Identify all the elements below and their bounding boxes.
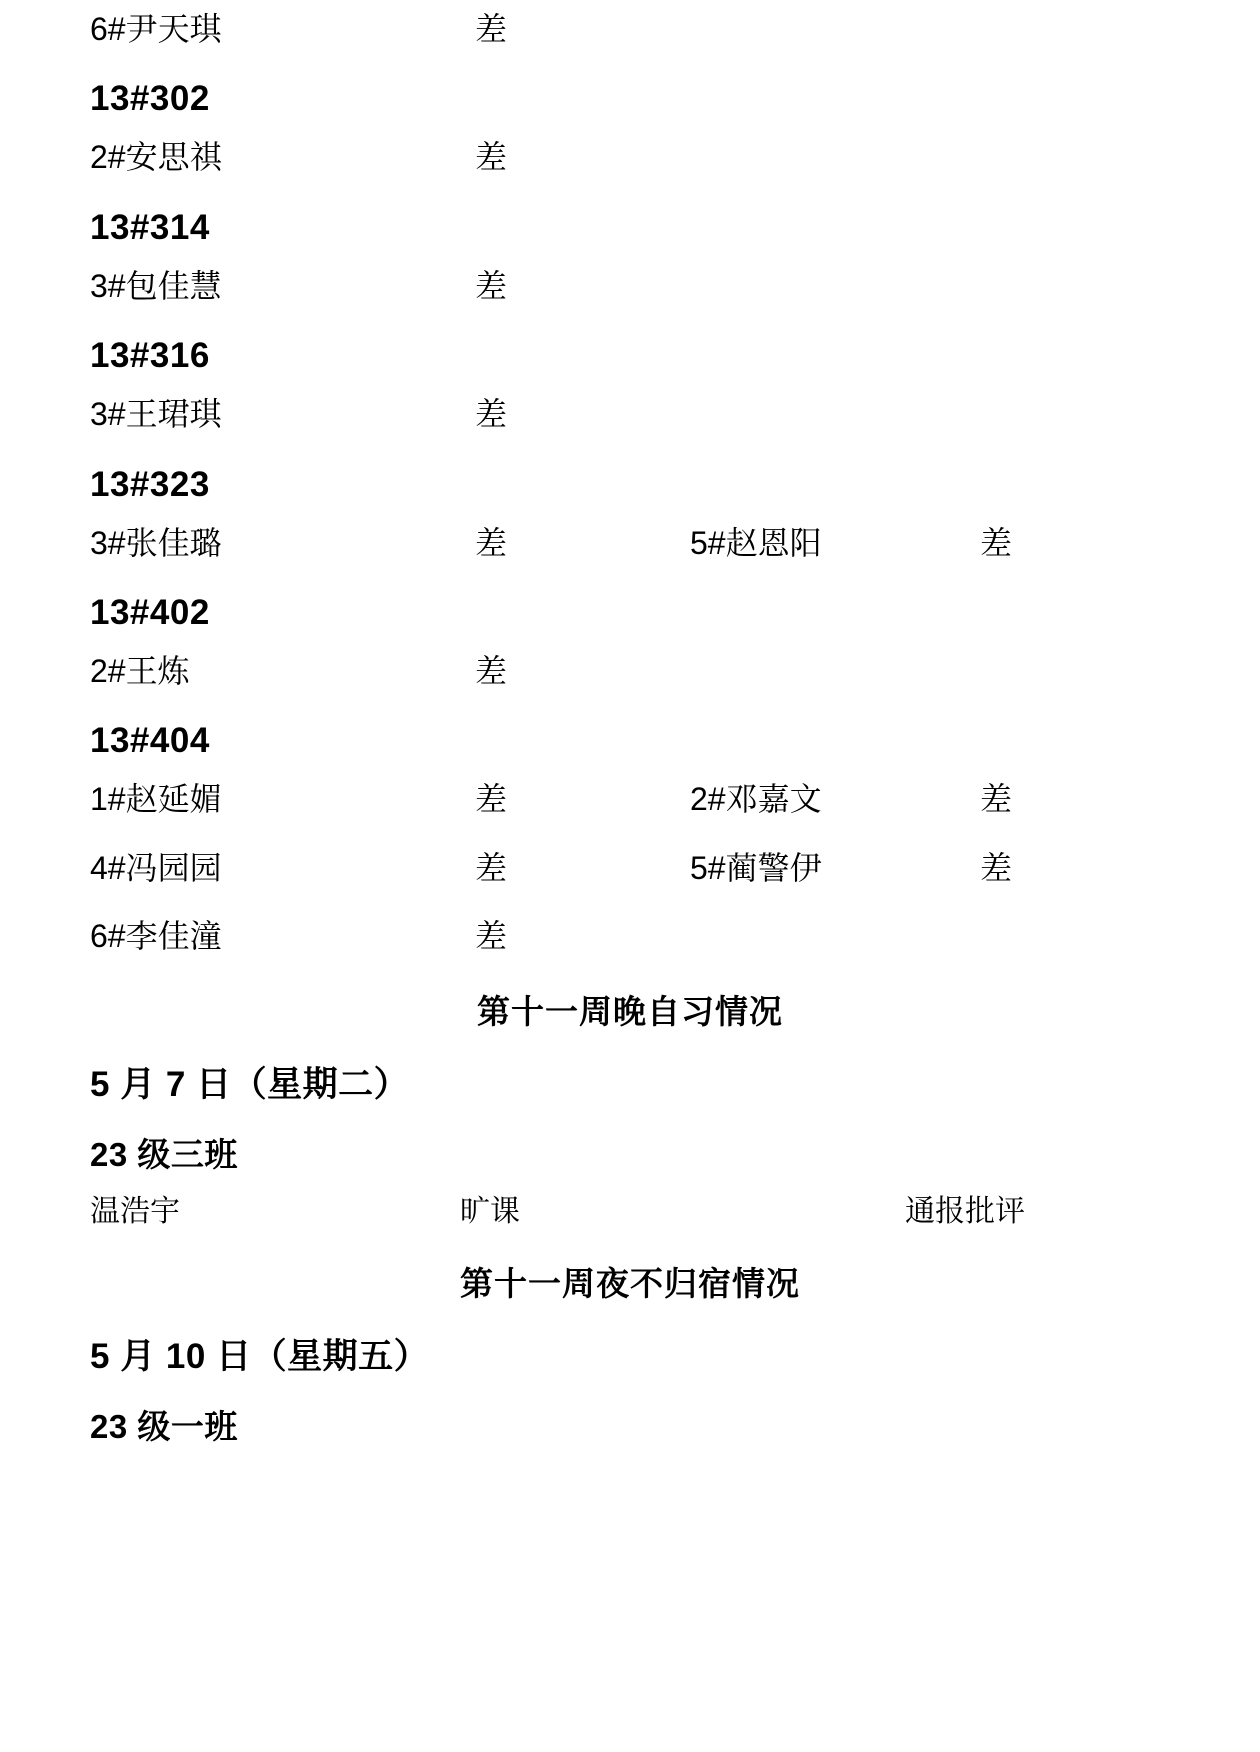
- room-heading: 13#402: [90, 592, 210, 632]
- student-name: 6#尹天琪: [90, 11, 222, 47]
- list-item: [90, 10, 1170, 48]
- student-name: 温浩宇: [90, 1194, 180, 1228]
- student-status: 差: [475, 11, 508, 47]
- student-status: 差: [475, 781, 508, 818]
- student-name: 3#张佳璐: [90, 524, 222, 561]
- student-status: 差: [475, 652, 508, 689]
- room-heading: 13#316: [90, 336, 210, 376]
- table-row: [90, 1194, 1170, 1230]
- student-name-2: 2#邓嘉文: [690, 781, 822, 818]
- class-heading: 23 级一班: [90, 1407, 238, 1445]
- table-row: [90, 395, 1170, 433]
- student-status: 差: [475, 918, 508, 955]
- student-status: 差: [475, 396, 508, 433]
- student-name: 2#安思祺: [90, 139, 222, 176]
- table-row: [90, 849, 1170, 887]
- class-heading: 23 级三班: [90, 1135, 238, 1173]
- date-heading: 5 月 7 日（星期二）: [90, 1064, 410, 1104]
- student-name: 3#包佳慧: [90, 267, 222, 304]
- section-title: 第十一周晚自习情况: [477, 992, 783, 1030]
- student-name: 1#赵延媚: [90, 781, 222, 818]
- student-name-2: 5#赵恩阳: [690, 524, 822, 561]
- student-name-2: 5#蔺警伊: [690, 849, 822, 886]
- room-heading: 13#404: [90, 721, 210, 761]
- violation-action: 通报批评: [905, 1194, 1025, 1228]
- student-status: 差: [475, 849, 508, 886]
- table-row: [90, 138, 1170, 176]
- student-name: 3#王珺琪: [90, 396, 222, 433]
- student-status: 差: [475, 139, 508, 176]
- room-heading: 13#323: [90, 464, 210, 504]
- student-status: 差: [475, 267, 508, 304]
- table-row: [90, 917, 1170, 955]
- table-row: [90, 652, 1170, 690]
- table-row: [90, 267, 1170, 305]
- page-bottom-spacer: [90, 1466, 1170, 1506]
- student-status: 差: [475, 524, 508, 561]
- section-title: 第十一周夜不归宿情况: [460, 1264, 800, 1302]
- violation-reason: 旷课: [460, 1194, 520, 1228]
- room-heading: 13#314: [90, 207, 210, 247]
- student-status-2: 差: [980, 849, 1013, 886]
- student-name: 4#冯园园: [90, 849, 222, 886]
- date-heading: 5 月 10 日（星期五）: [90, 1336, 430, 1376]
- student-name: 2#王炼: [90, 652, 190, 689]
- table-row: [90, 780, 1170, 818]
- student-name: 6#李佳潼: [90, 918, 222, 955]
- table-row: [90, 524, 1170, 562]
- student-status-2: 差: [980, 524, 1013, 561]
- student-status-2: 差: [980, 781, 1013, 818]
- room-heading: 13#302: [90, 79, 210, 119]
